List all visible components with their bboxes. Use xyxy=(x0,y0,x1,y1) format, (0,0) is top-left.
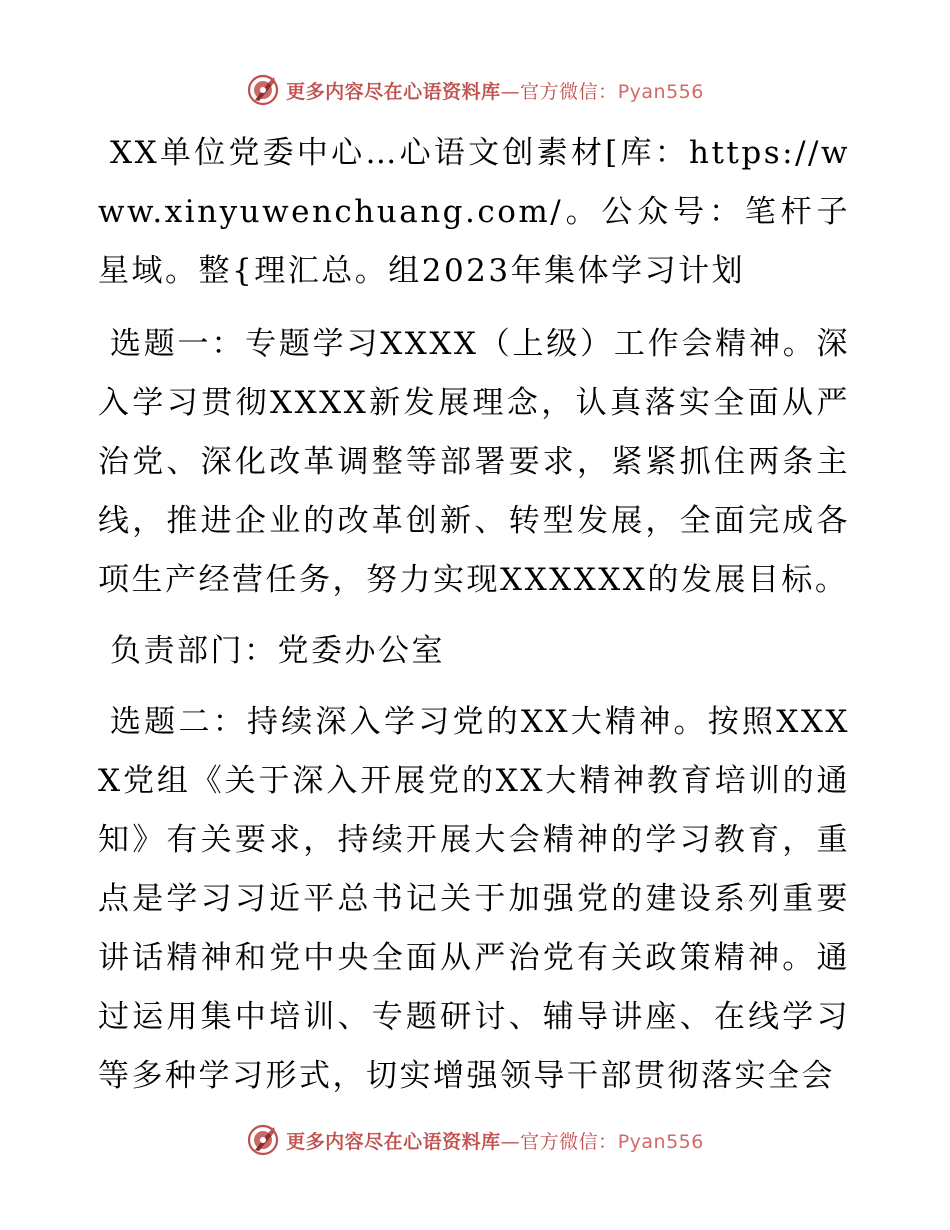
responsible-department: 负责部门：党委办公室 xyxy=(110,633,445,669)
banner-separator: — xyxy=(500,80,521,103)
banner-separator: — xyxy=(500,1130,521,1153)
document-title: XX单位党委中心…心语文创素材[库：https://www.xinyuwenchuang.com/。公众号：笔杆子星域。整{理汇总。组2023年集体学习计划 xyxy=(98,135,850,289)
banner-wechat-label: 官方微信： xyxy=(520,80,618,103)
footer-watermark-banner xyxy=(0,1118,950,1162)
banner-wechat-label: 官方微信： xyxy=(520,1130,618,1153)
banner-main-text: 更多内容尽在心语资料库 xyxy=(286,1130,501,1153)
banner-wechat-id: Pyan556 xyxy=(617,1130,704,1153)
banner-caption xyxy=(286,1127,704,1154)
banner-wechat-id: Pyan556 xyxy=(617,80,704,103)
topic-one-paragraph: 选题一：专题学习XXXX（上级）工作会精神。深入学习贯彻XXXX新发展理念，认真落实全面从严治党、深化改革调整等部署要求，紧紧抓住两条主线，推进企业的改革创新、转型发展，全面完成各项生产经营任务，努力实现XXXXXX的发展目标。 xyxy=(98,326,850,598)
header-watermark-banner xyxy=(0,68,950,112)
document-body xyxy=(98,124,850,1118)
banner-caption xyxy=(286,77,704,104)
banner-main-text: 更多内容尽在心语资料库 xyxy=(286,80,501,103)
topic-two-paragraph: 选题二：持续深入学习党的XX大精神。按照XXXX党组《关于深入开展党的XX大精神教育培训的通知》有关要求，持续开展大会精神的学习教育，重点是学习习近平总书记关于加强党的建设系列重要讲话精神和党中央全面从严治党有关政策精神。通过运用集中培训、专题研讨、辅导讲座、在线学习等多种学习形式，切实增强领导干部贯彻落实全会 xyxy=(98,704,850,1094)
quill-logo-icon xyxy=(246,73,280,107)
quill-logo-icon xyxy=(246,1123,280,1157)
